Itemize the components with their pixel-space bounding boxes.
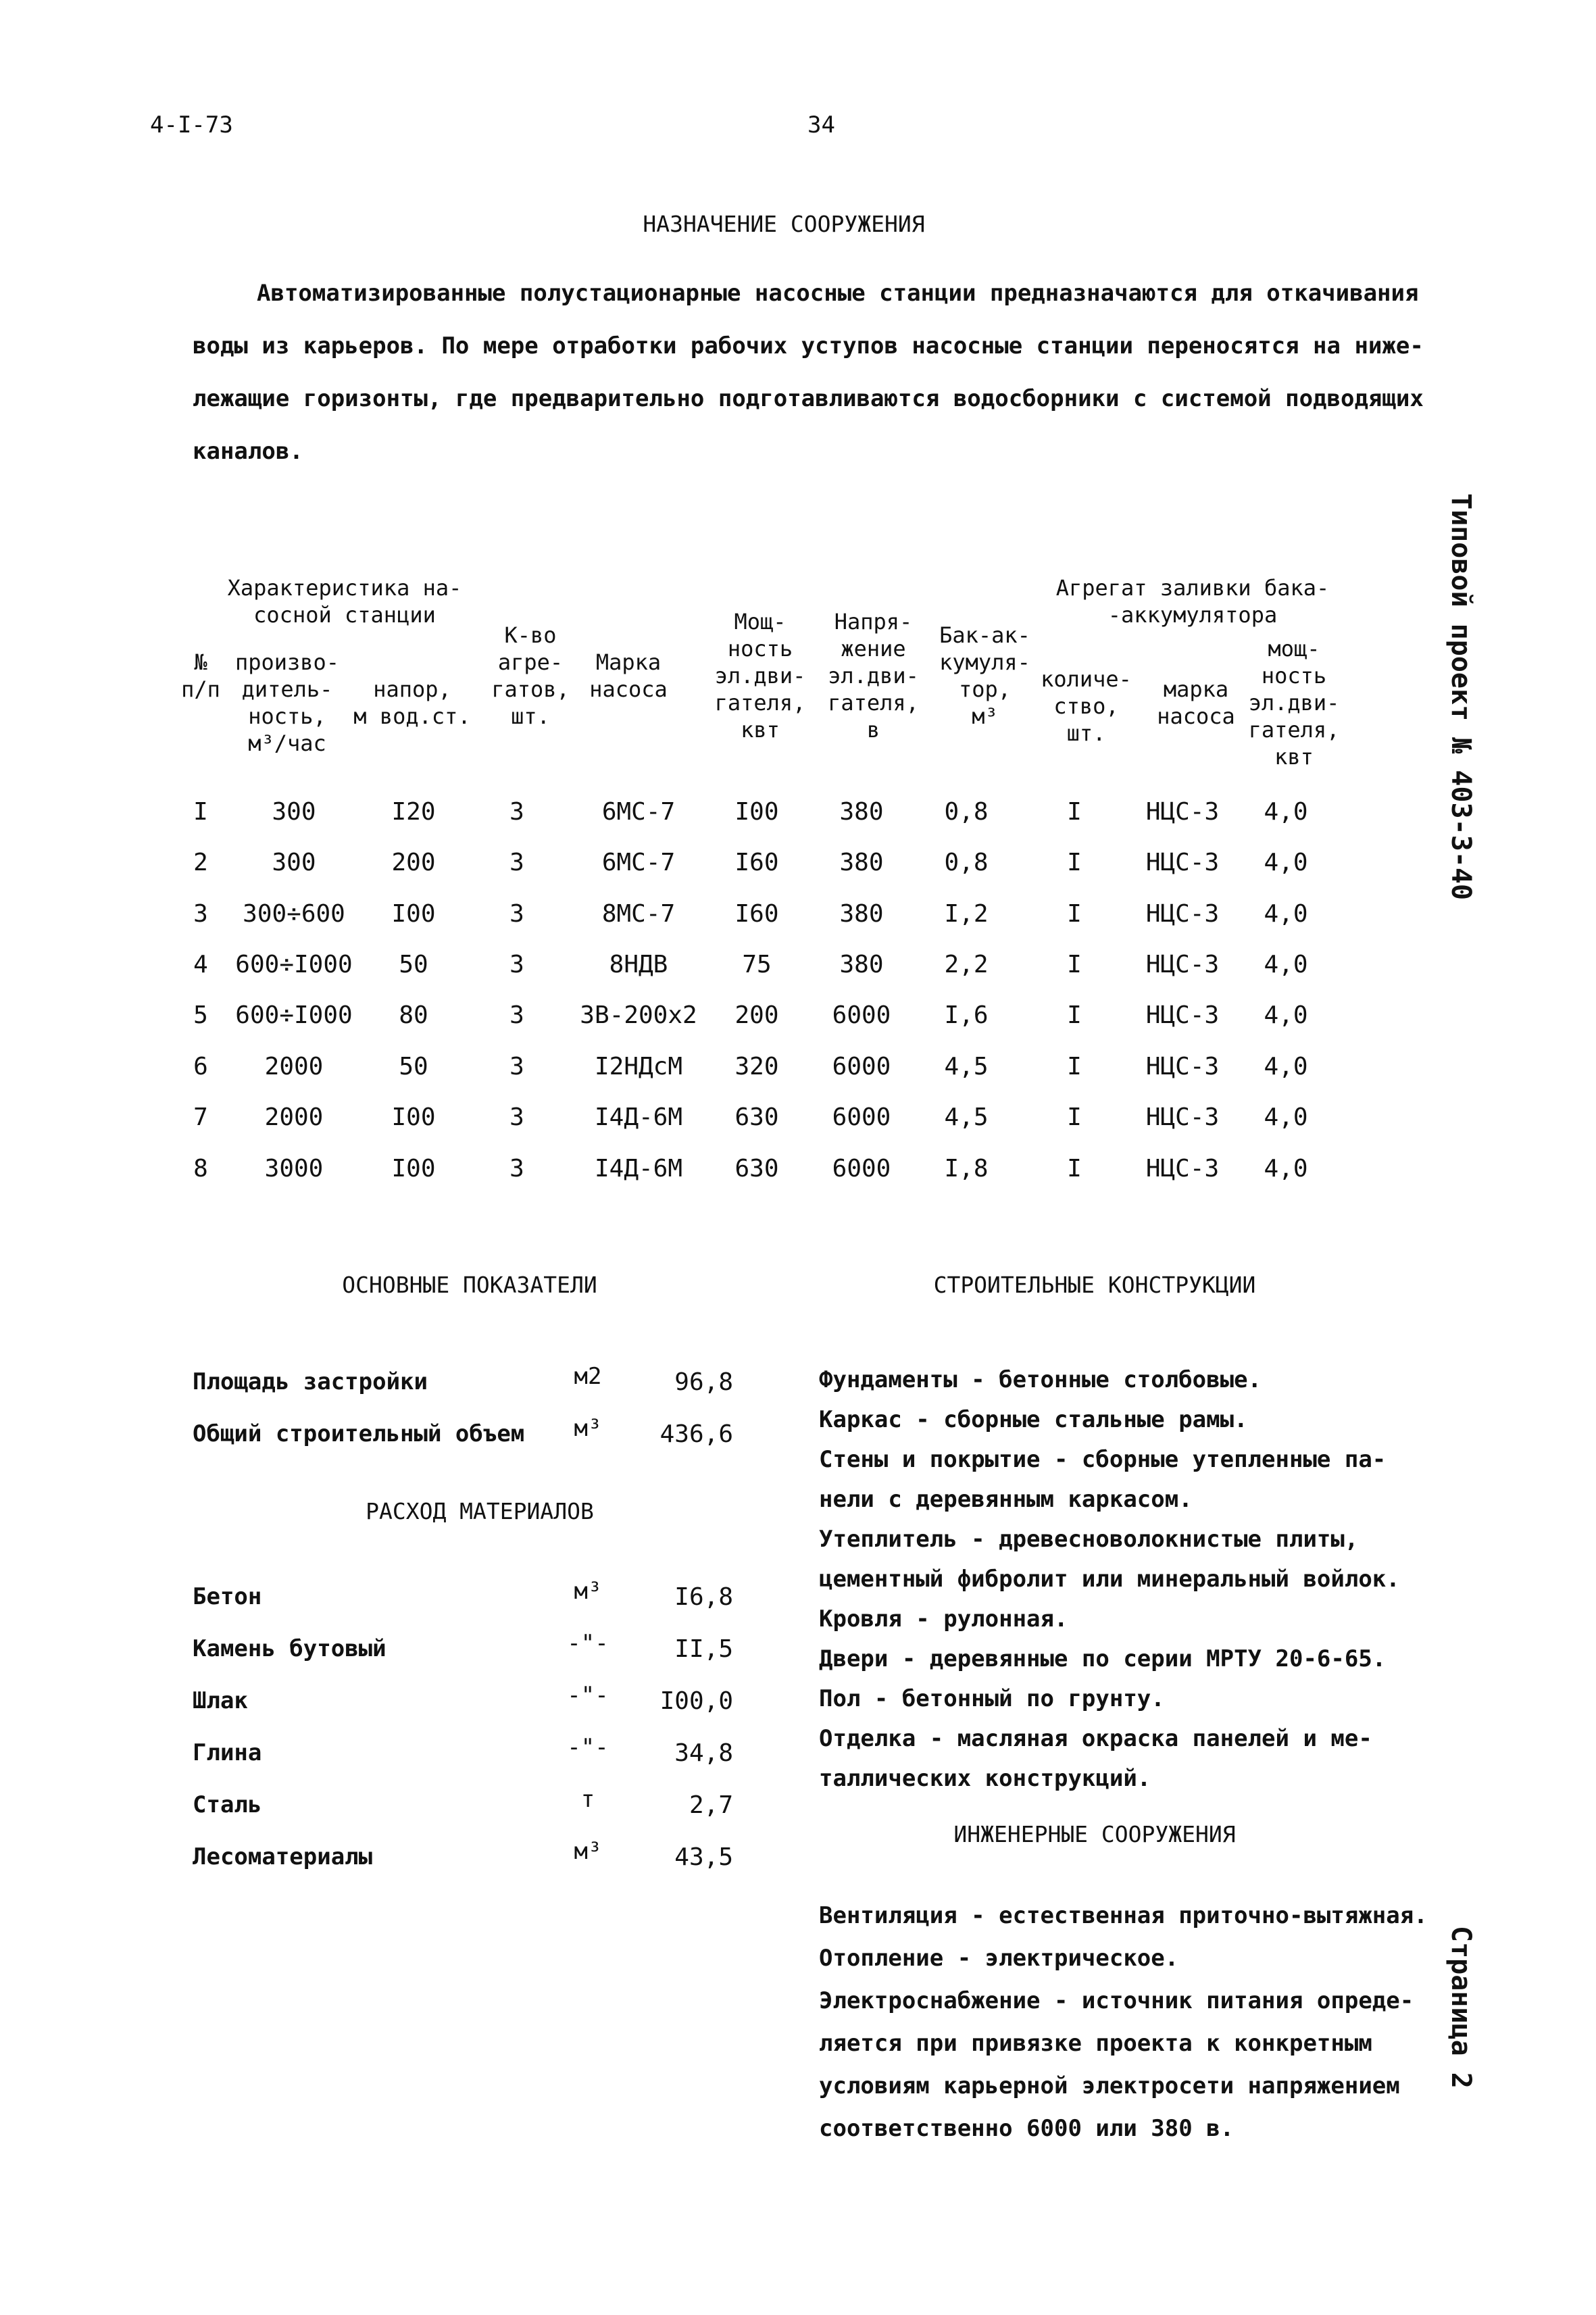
material-item-unit: м³ (574, 1838, 602, 1865)
tank-cell: 4,5 (944, 1103, 989, 1131)
header-fill-pump-line: марка (1163, 676, 1229, 702)
project-number-side: Типовой проект № 403-3-40 (1445, 493, 1476, 901)
fill-power-cell: 4,0 (1264, 951, 1308, 978)
purpose-line: каналов. (193, 438, 303, 465)
pump-brand-cell: 3В-200х2 (580, 1001, 697, 1029)
header-station-group (203, 574, 487, 628)
row-number: 4 (193, 951, 208, 978)
capacity-cell: 300 (272, 849, 316, 876)
header-fill-pump (1145, 676, 1247, 730)
tank-cell: 0,8 (944, 849, 989, 876)
header-motor-power-line: гателя, (714, 690, 806, 716)
header-station-group-line: Характеристика на- (227, 575, 462, 601)
structure-line: Фундаменты - бетонные столбовые. (819, 1366, 1262, 1393)
head-cell: I00 (391, 900, 436, 928)
fill-pump-cell: НЦС-3 (1145, 849, 1220, 876)
capacity-cell: 600÷I000 (235, 951, 353, 978)
structure-line: нели с деревянным каркасом. (819, 1486, 1193, 1513)
motor-power-cell: I60 (734, 849, 779, 876)
head-cell: I20 (391, 798, 436, 826)
voltage-cell: 380 (839, 849, 884, 876)
header-fill-qty (1027, 666, 1145, 747)
capacity-cell: 300 (272, 798, 316, 826)
voltage-cell: 380 (839, 798, 884, 826)
header-number-line: № (194, 649, 207, 675)
engineering-line: условиям карьерной электросети напряжением (819, 2072, 1400, 2099)
material-item-label: Шлак (193, 1687, 248, 1714)
capacity-cell: 2000 (264, 1103, 324, 1131)
header-motor-voltage-line: Напря- (834, 609, 913, 634)
page-number: 34 (807, 111, 835, 139)
engineering-line: соответственно 6000 или 380 в. (819, 2115, 1235, 2142)
material-item-value: 34,8 (674, 1739, 733, 1767)
header-capacity-line: произво- (234, 649, 340, 675)
material-item-value: I00,0 (659, 1687, 733, 1715)
capacity-cell: 600÷I000 (235, 1001, 353, 1029)
material-item-value: I6,8 (674, 1583, 733, 1611)
pump-brand-cell: I4Д-6М (594, 1155, 683, 1183)
header-fill-power-line: гателя, (1248, 717, 1340, 743)
fill-pump-cell: НЦС-3 (1145, 1103, 1220, 1131)
header-fill-group-line: Агрегат заливки бака- (1055, 575, 1330, 601)
units-cell: 3 (509, 849, 524, 876)
fill-qty-cell: I (1067, 1001, 1082, 1029)
header-motor-power-line: ность (727, 636, 793, 662)
units-cell: 3 (509, 1053, 524, 1080)
header-fill-qty-line: ство, (1053, 693, 1119, 719)
motor-power-cell: 200 (734, 1001, 779, 1029)
indicator-item-unit: м³ (574, 1415, 602, 1442)
voltage-cell: 6000 (832, 1001, 891, 1029)
voltage-cell: 380 (839, 951, 884, 978)
header-capacity-line: м³/час (248, 730, 326, 756)
capacity-cell: 2000 (264, 1053, 324, 1080)
motor-power-cell: 320 (734, 1053, 779, 1080)
head-cell: I00 (391, 1103, 436, 1131)
units-cell: 3 (509, 1001, 524, 1029)
header-fill-qty-line: шт. (1066, 720, 1106, 746)
header-units-line: шт. (511, 703, 550, 729)
header-capacity (230, 649, 345, 757)
voltage-cell: 6000 (832, 1103, 891, 1131)
pump-brand-cell: 6МС-7 (601, 849, 676, 876)
header-units-line: агре- (497, 649, 564, 675)
structure-line: таллических конструкций. (819, 1765, 1151, 1792)
indicator-item-label: Общий строительный объем (193, 1420, 525, 1447)
row-number: 6 (193, 1053, 208, 1080)
fill-power-cell: 4,0 (1264, 798, 1308, 826)
structure-line: Кровля - рулонная. (819, 1605, 1068, 1633)
fill-power-cell: 4,0 (1264, 1103, 1308, 1131)
header-fill-group (1034, 574, 1351, 628)
structure-line: Отделка - масляная окраска панелей и ме- (819, 1725, 1372, 1752)
material-item-label: Глина (193, 1739, 262, 1766)
head-cell: I00 (391, 1155, 436, 1183)
header-motor-voltage-line: жение (841, 636, 906, 662)
purpose-line: Автоматизированные полустационарные насосные станции предназначаются для откачивания (257, 280, 1419, 307)
voltage-cell: 380 (839, 900, 884, 928)
structure-line: цементный фибролит или минеральный войлок. (819, 1566, 1400, 1593)
material-item-value: 43,5 (674, 1843, 733, 1871)
structure-line: Пол - бетонный по грунту. (819, 1685, 1165, 1712)
row-number: 2 (193, 849, 208, 876)
indicator-item-unit: м2 (574, 1363, 602, 1390)
purpose-line: лежащие горизонты, где предварительно подготавливаются водосборники с системой подводящих (193, 385, 1424, 412)
header-fill-pump-line: насоса (1157, 703, 1235, 729)
fill-qty-cell: I (1067, 798, 1082, 826)
header-station-group-line: сосной станции (253, 602, 436, 628)
pump-brand-cell: 8МС-7 (601, 900, 676, 928)
header-head-line: м вод.ст. (353, 703, 471, 729)
motor-power-cell: 630 (734, 1155, 779, 1183)
main-indicators-title: ОСНОВНЫЕ ПОКАЗАТЕЛИ (342, 1272, 597, 1298)
material-item-unit: -"- (567, 1734, 609, 1761)
header-motor-power (703, 608, 818, 743)
fill-pump-cell: НЦС-3 (1145, 798, 1220, 826)
material-item-label: Сталь (193, 1791, 262, 1818)
header-fill-power-line: мощ- (1268, 636, 1320, 662)
units-cell: 3 (509, 951, 524, 978)
row-number: 5 (193, 1001, 208, 1029)
fill-qty-cell: I (1067, 1053, 1082, 1080)
header-number-line: п/п (181, 676, 220, 702)
row-number: 7 (193, 1103, 208, 1131)
fill-power-cell: 4,0 (1264, 900, 1308, 928)
pump-brand-cell: 8НДВ (609, 951, 668, 978)
engineering-line: Отопление - электрическое. (819, 1945, 1179, 1972)
pump-brand-cell: I2НДсМ (594, 1053, 683, 1080)
row-number: 8 (193, 1155, 208, 1183)
purpose-line: воды из карьеров. По мере отработки рабочих уступов насосные станции переносятся на ниже- (193, 332, 1424, 359)
structure-line: Каркас - сборные стальные рамы. (819, 1406, 1248, 1433)
material-item-unit: м³ (574, 1578, 602, 1605)
header-units-line: гатов, (491, 676, 570, 702)
tank-cell: 0,8 (944, 798, 989, 826)
head-cell: 50 (399, 1053, 428, 1080)
material-item-unit: -"- (567, 1630, 609, 1657)
fill-pump-cell: НЦС-3 (1145, 1053, 1220, 1080)
motor-power-cell: 630 (734, 1103, 779, 1131)
header-tank-line: кумуля- (939, 649, 1030, 675)
header-pump-brand-line: насоса (589, 676, 668, 702)
purpose-paragraph (193, 267, 1424, 478)
head-cell: 80 (399, 1001, 428, 1029)
header-motor-voltage-line: эл.дви- (828, 663, 919, 689)
tank-cell: I,8 (944, 1155, 989, 1183)
engineering-line: ляется при привязке проекта к конкретным (819, 2030, 1372, 2057)
materials-title: РАСХОД МАТЕРИАЛОВ (366, 1498, 594, 1524)
tank-cell: 4,5 (944, 1053, 989, 1080)
fill-pump-cell: НЦС-3 (1145, 951, 1220, 978)
header-motor-voltage-line: гателя, (828, 690, 919, 716)
structure-line: Стены и покрытие - сборные утепленные па- (819, 1446, 1387, 1473)
fill-qty-cell: I (1067, 1155, 1082, 1183)
sheet-number-side: Страница 2 (1445, 1926, 1476, 2089)
capacity-cell: 3000 (264, 1155, 324, 1183)
pump-brand-cell: 6МС-7 (601, 798, 676, 826)
document-code: 4-I-73 (150, 111, 233, 139)
header-units-line: К-во (504, 622, 557, 648)
header-tank-line: тор, (958, 676, 1012, 702)
header-motor-power-line: квт (741, 717, 780, 743)
header-motor-voltage-line: в (866, 717, 880, 743)
material-item-value: 2,7 (689, 1791, 733, 1819)
fill-pump-cell: НЦС-3 (1145, 1001, 1220, 1029)
fill-power-cell: 4,0 (1264, 1001, 1308, 1029)
header-fill-power-line: эл.дви- (1248, 690, 1340, 716)
fill-power-cell: 4,0 (1264, 849, 1308, 876)
row-number: I (193, 798, 208, 826)
fill-qty-cell: I (1067, 849, 1082, 876)
motor-power-cell: I00 (734, 798, 779, 826)
head-cell: 200 (391, 849, 436, 876)
indicator-item-value: 436,6 (659, 1420, 733, 1448)
material-item-unit: -"- (567, 1682, 609, 1709)
structure-line: Утеплитель - древесноволокнистые плиты, (819, 1526, 1359, 1553)
units-cell: 3 (509, 798, 524, 826)
fill-pump-cell: НЦС-3 (1145, 900, 1220, 928)
header-tank-line: м³ (972, 703, 998, 729)
material-item-value: II,5 (674, 1635, 733, 1663)
indicator-item-label: Площадь застройки (193, 1368, 428, 1395)
motor-power-cell: I60 (734, 900, 779, 928)
engineering-title: ИНЖЕНЕРНЫЕ СООРУЖЕНИЯ (953, 1821, 1236, 1847)
material-item-unit: т (580, 1786, 595, 1813)
fill-pump-cell: НЦС-3 (1145, 1155, 1220, 1183)
indicator-item-value: 96,8 (674, 1368, 733, 1396)
tank-cell: 2,2 (944, 951, 989, 978)
engineering-line: Электроснабжение - источник питания опреде- (819, 1987, 1414, 2014)
fill-qty-cell: I (1067, 951, 1082, 978)
header-fill-group-line: -аккумулятора (1107, 602, 1278, 628)
header-pump-brand (581, 649, 676, 703)
head-cell: 50 (399, 951, 428, 978)
material-item-label: Лесоматериалы (193, 1843, 373, 1870)
header-tank (929, 622, 1041, 730)
tank-cell: I,6 (944, 1001, 989, 1029)
header-capacity-line: ность, (248, 703, 326, 729)
units-cell: 3 (509, 900, 524, 928)
voltage-cell: 6000 (832, 1053, 891, 1080)
header-number (177, 649, 224, 703)
engineering-line: Вентиляция - естественная приточно-вытяжная. (819, 1902, 1428, 1929)
header-units (487, 622, 574, 730)
header-tank-line: Бак-ак- (939, 622, 1030, 648)
capacity-cell: 300÷600 (243, 900, 345, 928)
purpose-title: НАЗНАЧЕНИЕ СООРУЖЕНИЯ (643, 211, 925, 237)
tank-cell: I,2 (944, 900, 989, 928)
fill-qty-cell: I (1067, 1103, 1082, 1131)
row-number: 3 (193, 900, 208, 928)
structures-title: СТРОИТЕЛЬНЫЕ КОНСТРУКЦИИ (933, 1272, 1256, 1298)
units-cell: 3 (509, 1155, 524, 1183)
fill-power-cell: 4,0 (1264, 1155, 1308, 1183)
header-fill-power-line: ность (1261, 663, 1327, 689)
structure-line: Двери - деревянные по серии МРТУ 20-6-65. (819, 1645, 1387, 1672)
header-fill-qty-line: количе- (1041, 666, 1132, 692)
header-head-line: напор, (373, 676, 451, 702)
fill-qty-cell: I (1067, 900, 1082, 928)
header-motor-voltage (814, 608, 932, 743)
header-capacity-line: дитель- (241, 676, 333, 702)
header-motor-power-line: Мощ- (734, 609, 787, 634)
header-fill-power (1233, 635, 1355, 770)
header-motor-power-line: эл.дви- (714, 663, 806, 689)
pump-brand-cell: I4Д-6М (594, 1103, 683, 1131)
header-pump-brand-line: Марка (595, 649, 662, 675)
header-fill-power-line: квт (1274, 744, 1314, 770)
material-item-label: Бетон (193, 1583, 262, 1610)
units-cell: 3 (509, 1103, 524, 1131)
motor-power-cell: 75 (742, 951, 772, 978)
header-head (351, 676, 473, 730)
material-item-label: Камень бутовый (193, 1635, 386, 1662)
fill-power-cell: 4,0 (1264, 1053, 1308, 1080)
voltage-cell: 6000 (832, 1155, 891, 1183)
